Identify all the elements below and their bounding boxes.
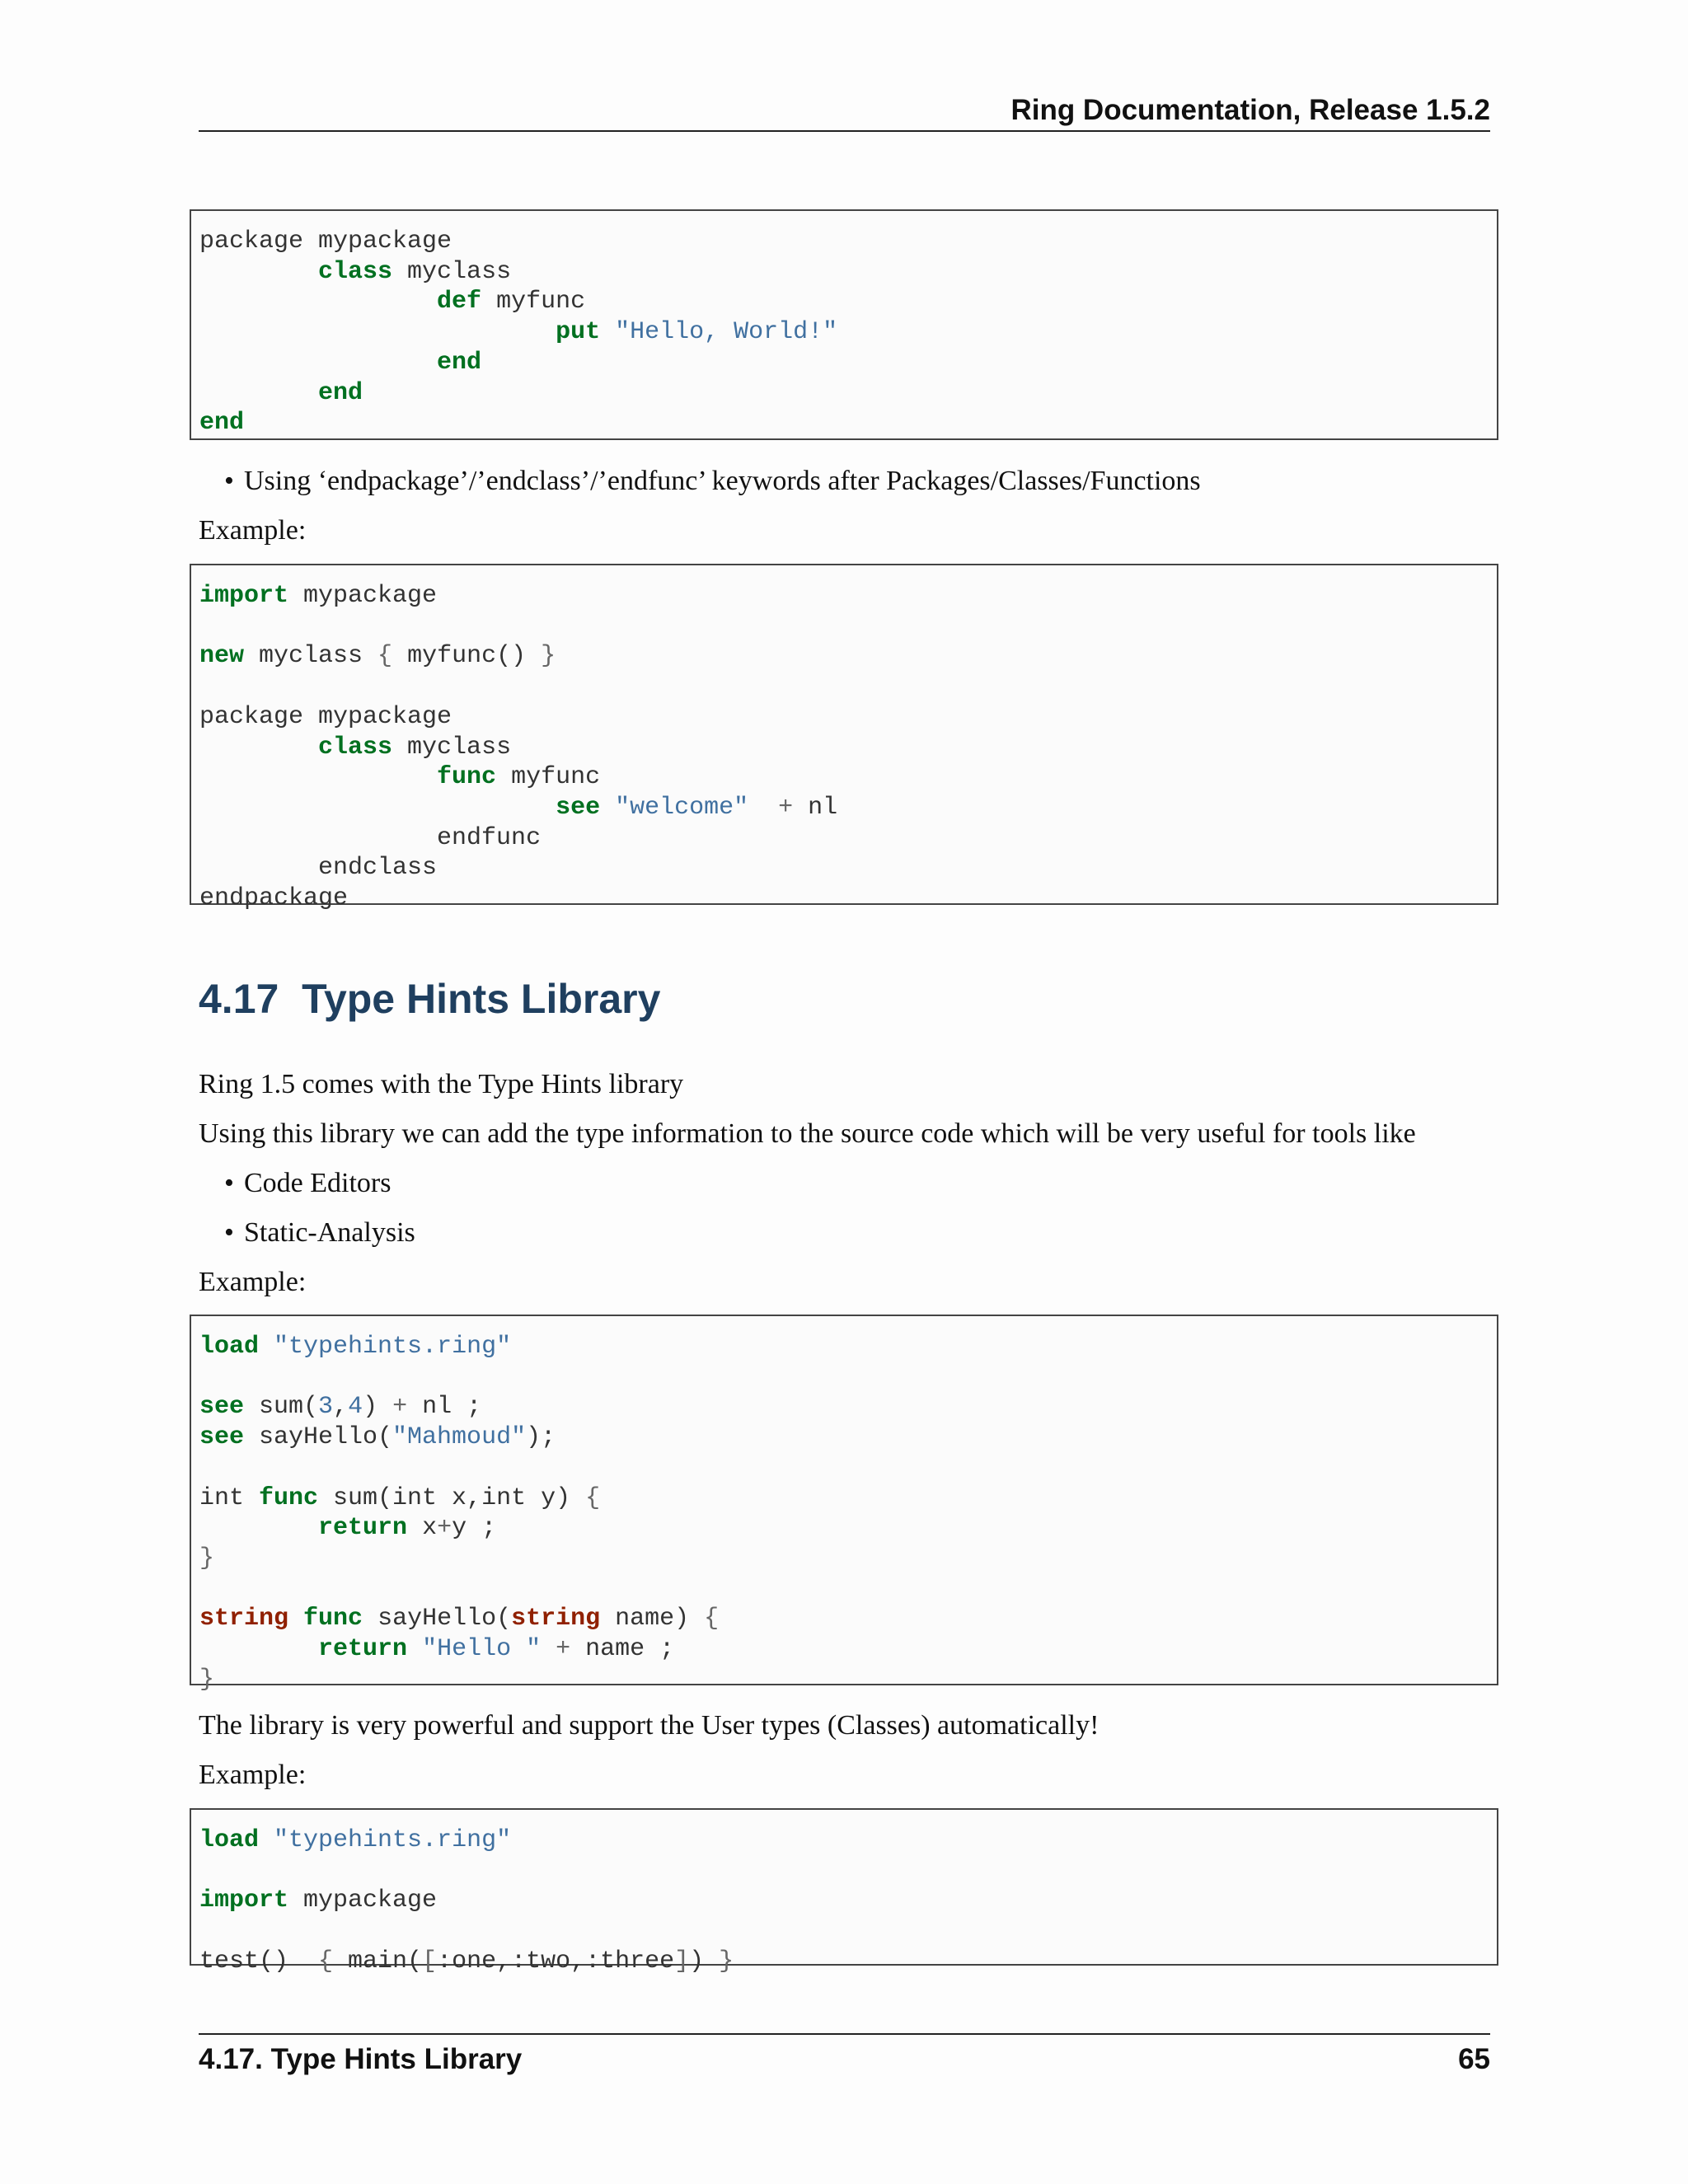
code-token: "Mahmoud"	[392, 1423, 527, 1452]
footer-section: 4.17. Type Hints Library	[199, 2043, 523, 2075]
code-token: end	[437, 348, 482, 377]
page-number: 65	[1458, 2043, 1490, 2075]
code-token: main(	[333, 1947, 423, 1975]
code-line	[199, 793, 837, 823]
code-token: )	[363, 1393, 393, 1422]
bullet-text: Code Editors	[244, 1168, 392, 1198]
code-token: nl	[793, 793, 838, 822]
code-token: class	[318, 257, 393, 286]
code-token: package mypackage	[199, 227, 452, 255]
code-token: myfunc()	[392, 642, 542, 671]
code-token: import	[199, 1886, 289, 1915]
code-token: :one,:two,:three	[437, 1947, 675, 1975]
code-token: +	[778, 793, 794, 822]
code-token: myclass	[392, 733, 512, 762]
code-token: x	[407, 1514, 438, 1543]
code-token: mypackage	[288, 1886, 438, 1915]
example-label: Example:	[199, 515, 307, 546]
code-token	[288, 1605, 303, 1633]
code-block-typehints	[190, 1315, 1498, 1694]
code-line	[199, 317, 837, 348]
code-token: endfunc	[199, 823, 542, 852]
paragraph: Using this library we can add the type information to the source code which will be very useful for tools like	[199, 1118, 1416, 1149]
code-line	[199, 287, 585, 317]
paragraph: The library is very powerful and support the User types (Classes) automatically!	[199, 1710, 1100, 1741]
code-token: return	[318, 1635, 408, 1663]
code-token	[541, 1635, 556, 1663]
code-token: return	[318, 1514, 408, 1543]
code-token	[748, 794, 778, 822]
code-token	[199, 349, 437, 377]
code-line	[199, 1392, 481, 1422]
code-token: int	[199, 1483, 260, 1512]
code-token: myfunc	[496, 763, 601, 792]
code-line	[199, 762, 600, 793]
code-token: 4	[348, 1393, 363, 1422]
code-token	[199, 794, 556, 822]
code-line	[199, 378, 363, 409]
code-token: {	[585, 1483, 601, 1512]
code-line	[199, 408, 244, 438]
code-line	[199, 1604, 719, 1634]
code-token: sayHello(	[244, 1423, 393, 1452]
code-token: see	[556, 793, 601, 822]
code-token: myclass	[392, 257, 512, 286]
code-token: func	[303, 1605, 363, 1633]
example-label: Example:	[199, 1267, 307, 1297]
code-token: "typehints.ring"	[274, 1333, 512, 1361]
code-token: sum(	[244, 1393, 319, 1422]
code-token: endpackage	[199, 884, 349, 912]
code-token: }	[719, 1947, 734, 1975]
example-label: Example:	[199, 1760, 307, 1790]
bullet-item	[224, 463, 1201, 499]
code-token: package mypackage	[199, 702, 452, 731]
code-token: "typehints.ring"	[274, 1826, 512, 1854]
section-title: Type Hints Library	[302, 976, 661, 1022]
code-token: sayHello(	[363, 1605, 512, 1633]
code-token: }	[199, 1544, 215, 1572]
code-line	[199, 823, 541, 854]
bullet-text: Static-Analysis	[244, 1217, 415, 1248]
code-token	[199, 379, 318, 407]
code-line	[199, 641, 556, 672]
code-line	[199, 1422, 556, 1453]
code-token	[600, 318, 615, 346]
code-token: myclass	[244, 642, 378, 671]
code-token: +	[556, 1635, 571, 1663]
code-token: end	[199, 409, 245, 438]
running-header: Ring Documentation, Release 1.5.2	[1010, 94, 1490, 126]
code-block-endpackage	[190, 564, 1498, 912]
code-line	[199, 1665, 214, 1695]
code-token: name ;	[570, 1635, 675, 1663]
code-line	[199, 1513, 496, 1544]
code-token: }	[199, 1665, 215, 1694]
code-token: put	[556, 318, 601, 347]
code-line	[199, 227, 452, 257]
code-token: string	[511, 1605, 601, 1633]
code-line	[199, 257, 511, 288]
code-token: see	[199, 1393, 245, 1422]
code-line	[199, 1332, 511, 1362]
code-token: );	[526, 1423, 556, 1452]
code-token	[259, 1333, 274, 1361]
code-token: string	[199, 1605, 289, 1633]
code-token	[199, 318, 556, 346]
code-token	[259, 1826, 274, 1854]
code-token	[199, 258, 318, 286]
code-token: "Hello "	[422, 1635, 542, 1663]
code-line	[199, 733, 511, 763]
code-line	[199, 1825, 511, 1856]
paragraph: Ring 1.5 comes with the Type Hints library	[199, 1069, 684, 1099]
code-line	[199, 581, 437, 612]
code-block-user-types	[190, 1808, 1498, 1975]
bullet-icon: •	[224, 1168, 234, 1198]
code-token: 3	[318, 1393, 334, 1422]
code-token: load	[199, 1826, 260, 1854]
code-token: )	[689, 1947, 720, 1975]
code-token: myfunc	[481, 288, 586, 316]
code-token: def	[437, 288, 482, 316]
code-token: sum(int x,int y)	[318, 1483, 586, 1512]
code-token	[199, 733, 318, 762]
code-token: ]	[674, 1947, 690, 1975]
code-token	[407, 1635, 422, 1663]
code-token: }	[541, 642, 556, 671]
code-token: endclass	[199, 854, 438, 883]
code-token: see	[199, 1423, 245, 1452]
code-token	[199, 1514, 318, 1542]
code-token	[199, 763, 437, 791]
code-token: {	[704, 1605, 720, 1633]
code-line	[199, 348, 481, 378]
header-rule	[199, 130, 1490, 132]
code-token: func	[437, 763, 497, 792]
bullet-icon: •	[224, 1217, 234, 1248]
code-line	[199, 853, 437, 883]
code-line	[199, 702, 452, 733]
code-token: mypackage	[288, 582, 438, 610]
code-token: "welcome"	[615, 793, 749, 822]
code-block-package-end	[190, 209, 1498, 440]
code-line	[199, 1886, 437, 1916]
code-token: +	[437, 1514, 452, 1543]
code-token: +	[392, 1393, 408, 1422]
code-token: func	[259, 1483, 319, 1512]
code-token: y ;	[452, 1514, 497, 1543]
code-token: {	[318, 1947, 334, 1975]
footer-rule	[199, 2033, 1490, 2035]
code-token: nl ;	[407, 1393, 482, 1422]
code-token: new	[199, 642, 245, 671]
bullet-icon: •	[224, 466, 234, 496]
bullet-item	[224, 1215, 415, 1251]
code-token: name)	[600, 1605, 705, 1633]
bullet-text: Using ‘endpackage’/’endclass’/’endfunc’ keywords after Packages/Classes/Functions	[244, 466, 1201, 496]
code-token: class	[318, 733, 393, 762]
section-number: 4.17	[199, 976, 279, 1022]
code-line	[199, 1634, 674, 1665]
code-token: [	[422, 1947, 438, 1975]
code-token: load	[199, 1333, 260, 1361]
code-line	[199, 1947, 734, 1977]
code-token: end	[318, 378, 363, 407]
code-line	[199, 1544, 214, 1574]
code-token: "Hello, World!"	[615, 318, 838, 347]
code-line	[199, 883, 348, 914]
code-line	[199, 1483, 600, 1514]
code-token	[199, 1635, 318, 1663]
code-token	[600, 794, 615, 822]
code-token	[199, 288, 437, 316]
bullet-item	[224, 1165, 392, 1202]
code-token: import	[199, 582, 289, 610]
code-token: {	[377, 642, 393, 671]
code-token: ,	[333, 1393, 349, 1422]
code-token: test()	[199, 1947, 319, 1975]
section-heading	[199, 972, 660, 1025]
